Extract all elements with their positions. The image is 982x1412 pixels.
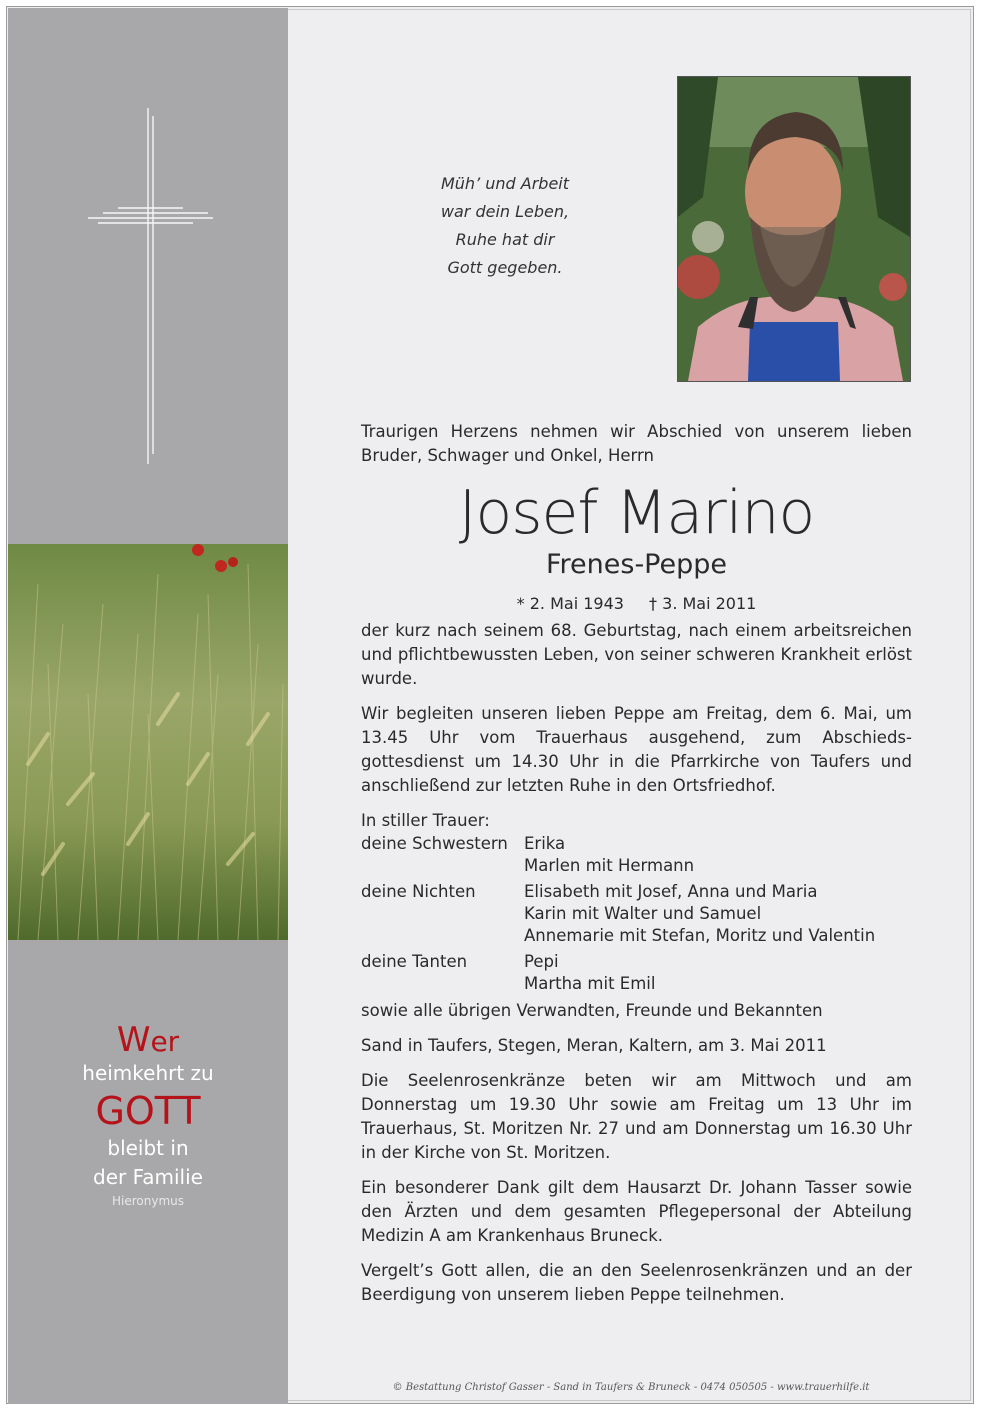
mourner-group-label: deine Schwestern — [361, 834, 508, 853]
portrait-illustration — [678, 77, 910, 381]
paragraph-2: Wir begleiten unseren lieben Peppe am Freitag, dem 6. Mai, um 13.45 Uhr vom Trauerhaus ausgehend, zum Abschieds-gottesdienst um 14.30 Uhr in die Pfarrkirche von Taufers und anschließend zur letzten Ruhe in den Ortsfriedhof. — [361, 704, 912, 795]
paragraph-4: Ein besonderer Dank gilt dem Hausarzt Dr. Johann Tasser sowie den Ärzten und dem gesamten Pflegepersonal der Abteilung Medizin A am Krankenhaus Bruneck. — [361, 1178, 912, 1245]
birth-date: * 2. Mai 1943 — [516, 594, 624, 613]
death-date: † 3. Mai 2011 — [649, 594, 757, 613]
mourner-group-label: deine Nichten — [361, 882, 476, 901]
intro-text: Traurigen Herzens nehmen wir Abschied von unserem lieben Bruder, Schwager und Onkel, Herrn — [361, 422, 912, 465]
cross-icon — [8, 8, 288, 544]
mourner-group — [361, 881, 912, 947]
life-dates — [361, 592, 912, 616]
side-quote-line1 — [8, 1020, 288, 1060]
mourner-name: Pepi — [524, 952, 559, 971]
mourner-group — [361, 951, 912, 995]
paragraph-1: der kurz nach seinem 68. Geburtstag, nach einem arbeitsreichen und pflichtbewussten Leben, von seiner schweren Krankheit erlöst wurde. — [361, 621, 912, 688]
side-quote-author: Hieronymus — [111, 1194, 184, 1208]
side-quote-line5: der Familie — [93, 1165, 203, 1189]
mourners-others: sowie alle übrigen Verwandten, Freunde und Bekannten — [361, 1001, 823, 1020]
sidebar — [8, 8, 288, 1404]
mourner-group-names — [524, 833, 912, 877]
side-quote-line2: heimkehrt zu — [82, 1061, 214, 1085]
deceased-name: Josef Marino — [458, 478, 815, 548]
side-quote-line4: bleibt in — [107, 1136, 189, 1160]
motto-line: war dein Leben, — [440, 202, 570, 221]
side-quote-initial: W — [116, 1020, 151, 1060]
mourner-group-names — [524, 881, 912, 947]
mourner-name: Elisabeth mit Josef, Anna und Maria — [524, 882, 818, 901]
mourner-group-names — [524, 951, 912, 995]
mourner-name: Annemarie mit Stefan, Moritz und Valentin — [524, 926, 876, 945]
side-quote — [8, 1020, 288, 1210]
wheat-field-illustration — [8, 544, 288, 940]
motto-line: Müh’ und Arbeit — [440, 174, 570, 193]
footer-credit: © Bestattung Christof Gasser - Sand in Taufers & Bruneck - 0474 050505 - www.trauerhilfe.it — [392, 1382, 870, 1393]
motto-line: Gott gegeben. — [447, 258, 563, 277]
deceased-nickname: Frenes-Peppe — [545, 549, 728, 580]
mourner-group — [361, 833, 912, 877]
motto-line: Ruhe hat dir — [455, 230, 555, 249]
sidebar-quote-panel — [8, 940, 288, 1404]
sidebar-cross-panel — [8, 8, 288, 544]
motto — [405, 170, 605, 282]
side-quote-gott: GOTT — [95, 1089, 201, 1133]
mourner-name: Karin mit Walter und Samuel — [524, 904, 762, 923]
paragraph-3: Die Seelenrosenkränze beten wir am Mittwoch und am Donnerstag um 19.30 Uhr sowie am Freitag um 13 Uhr im Trauerhaus, St. Moritzen Nr. 27 und am Donnerstag um 16.30 Uhr in der Kirche von St. Moritzen. — [361, 1071, 912, 1162]
mourner-name: Martha mit Emil — [524, 974, 656, 993]
paragraph-5: Vergelt’s Gott allen, die an den Seelenrosenkränzen und an der Beerdigung von unserem lieben Peppe teilnehmen. — [361, 1261, 912, 1304]
side-quote-rest: er — [150, 1025, 180, 1058]
mourner-name: Marlen mit Hermann — [524, 856, 695, 875]
mourners-section — [361, 809, 912, 1023]
place-date: Sand in Taufers, Stegen, Meran, Kaltern, am 3. Mai 2011 — [361, 1036, 827, 1055]
portrait-photo — [677, 76, 911, 382]
mourners-heading: In stiller Trauer: — [361, 811, 490, 830]
mourner-name: Erika — [524, 834, 566, 853]
obituary-text — [361, 420, 912, 1307]
mourner-group-label: deine Tanten — [361, 952, 468, 971]
wheat-field-photo — [8, 544, 288, 940]
